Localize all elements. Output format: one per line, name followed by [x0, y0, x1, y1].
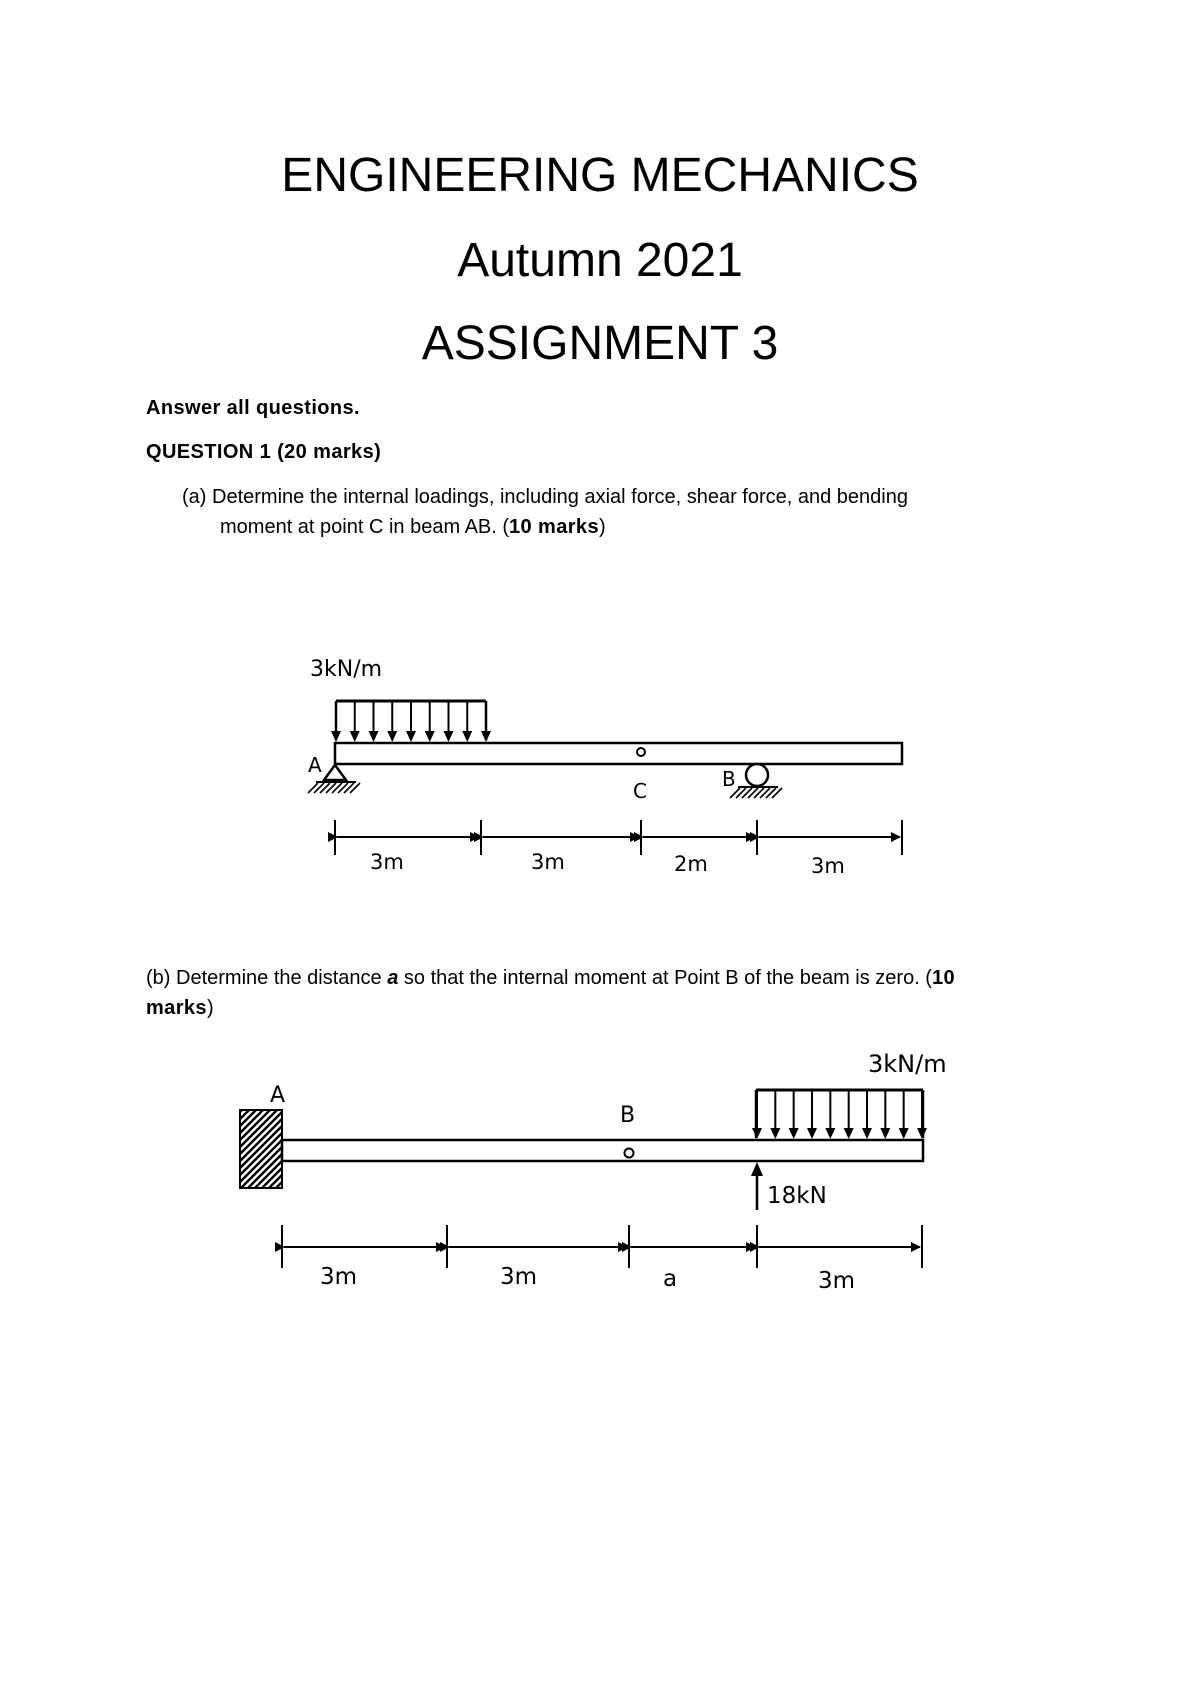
- load-label-b: 3kN/m: [868, 1050, 947, 1078]
- term-title: Autumn 2021: [457, 234, 743, 287]
- point-b-label-b: B: [620, 1103, 636, 1128]
- dimension-lines-a: [335, 820, 902, 855]
- dim-a-3: 2m: [674, 852, 708, 876]
- instructions: Answer all questions.: [146, 397, 361, 419]
- part-b-text-pre: (b) Determine the distance: [146, 967, 388, 989]
- part-b-marks-1: 10: [931, 967, 956, 989]
- beam-b: [282, 1140, 923, 1161]
- point-b-label: B: [722, 767, 736, 791]
- dim-b-1: 3m: [320, 1264, 358, 1290]
- load-arrow-b: [752, 1128, 762, 1139]
- point-c-marker: [637, 748, 645, 756]
- load-arrow-b: [807, 1128, 817, 1139]
- part-b-var: a: [387, 967, 399, 989]
- question-1-heading: QUESTION 1 (20 marks): [146, 441, 382, 463]
- part-a-text-line1: Determine the internal loadings, including axial force, shear force, and bending: [212, 486, 908, 508]
- figure-a-beam-diagram: [0, 640, 1200, 910]
- point-a-label: A: [308, 753, 322, 777]
- load-arrow-b: [844, 1128, 854, 1139]
- point-a-label-b: A: [270, 1083, 286, 1108]
- point-force-18kn: [751, 1162, 763, 1210]
- part-a-marks: 10 marks: [509, 516, 599, 538]
- load-arrow-a: [425, 731, 435, 742]
- dim-b-3: a: [663, 1266, 678, 1292]
- part-b-close: ): [206, 997, 214, 1019]
- part-a-label: (a): [182, 486, 207, 508]
- distributed-load-b: [752, 1090, 927, 1139]
- dimension-lines-b: [282, 1225, 922, 1268]
- load-arrow-a: [369, 731, 379, 742]
- load-arrow-a: [462, 731, 472, 742]
- load-arrow-a: [331, 731, 341, 742]
- load-arrow-b: [770, 1128, 780, 1139]
- load-arrow-b: [917, 1128, 927, 1139]
- dim-a-4: 3m: [811, 854, 845, 878]
- point-b-marker: [625, 1149, 634, 1158]
- load-arrow-b: [880, 1128, 890, 1139]
- load-arrow-b: [899, 1128, 909, 1139]
- dim-b-4: 3m: [818, 1268, 856, 1294]
- load-arrow-a: [406, 731, 416, 742]
- load-arrow-a: [444, 731, 454, 742]
- load-arrow-a: [350, 731, 360, 742]
- assignment-title: ASSIGNMENT 3: [421, 317, 779, 370]
- part-a-text-line2: moment at point C in beam AB. (: [220, 516, 510, 538]
- load-label-a: 3kN/m: [310, 657, 383, 682]
- part-a-close: ): [598, 516, 606, 538]
- dim-a-2: 3m: [531, 850, 565, 874]
- force-label: 18kN: [767, 1183, 827, 1209]
- dim-b-2: 3m: [500, 1264, 538, 1290]
- load-arrow-b: [862, 1128, 872, 1139]
- part-a-question: [182, 482, 1042, 542]
- dim-a-1: 3m: [370, 850, 404, 874]
- part-b-text-post: so that the internal moment at Point B of the beam is zero. (: [398, 967, 932, 989]
- roller-support-b: [730, 764, 782, 798]
- load-arrow-a: [481, 731, 491, 742]
- point-c-label: C: [633, 779, 647, 803]
- part-b-question: [146, 963, 1066, 1023]
- load-arrow-b: [825, 1128, 835, 1139]
- load-arrow-b: [789, 1128, 799, 1139]
- part-b-marks-2: marks: [146, 997, 207, 1019]
- course-title: ENGINEERING MECHANICS: [281, 149, 919, 202]
- load-arrow-a: [387, 731, 397, 742]
- beam-a: [335, 743, 902, 764]
- distributed-load-a: [331, 701, 491, 742]
- figure-b-beam-diagram: [0, 1040, 1200, 1300]
